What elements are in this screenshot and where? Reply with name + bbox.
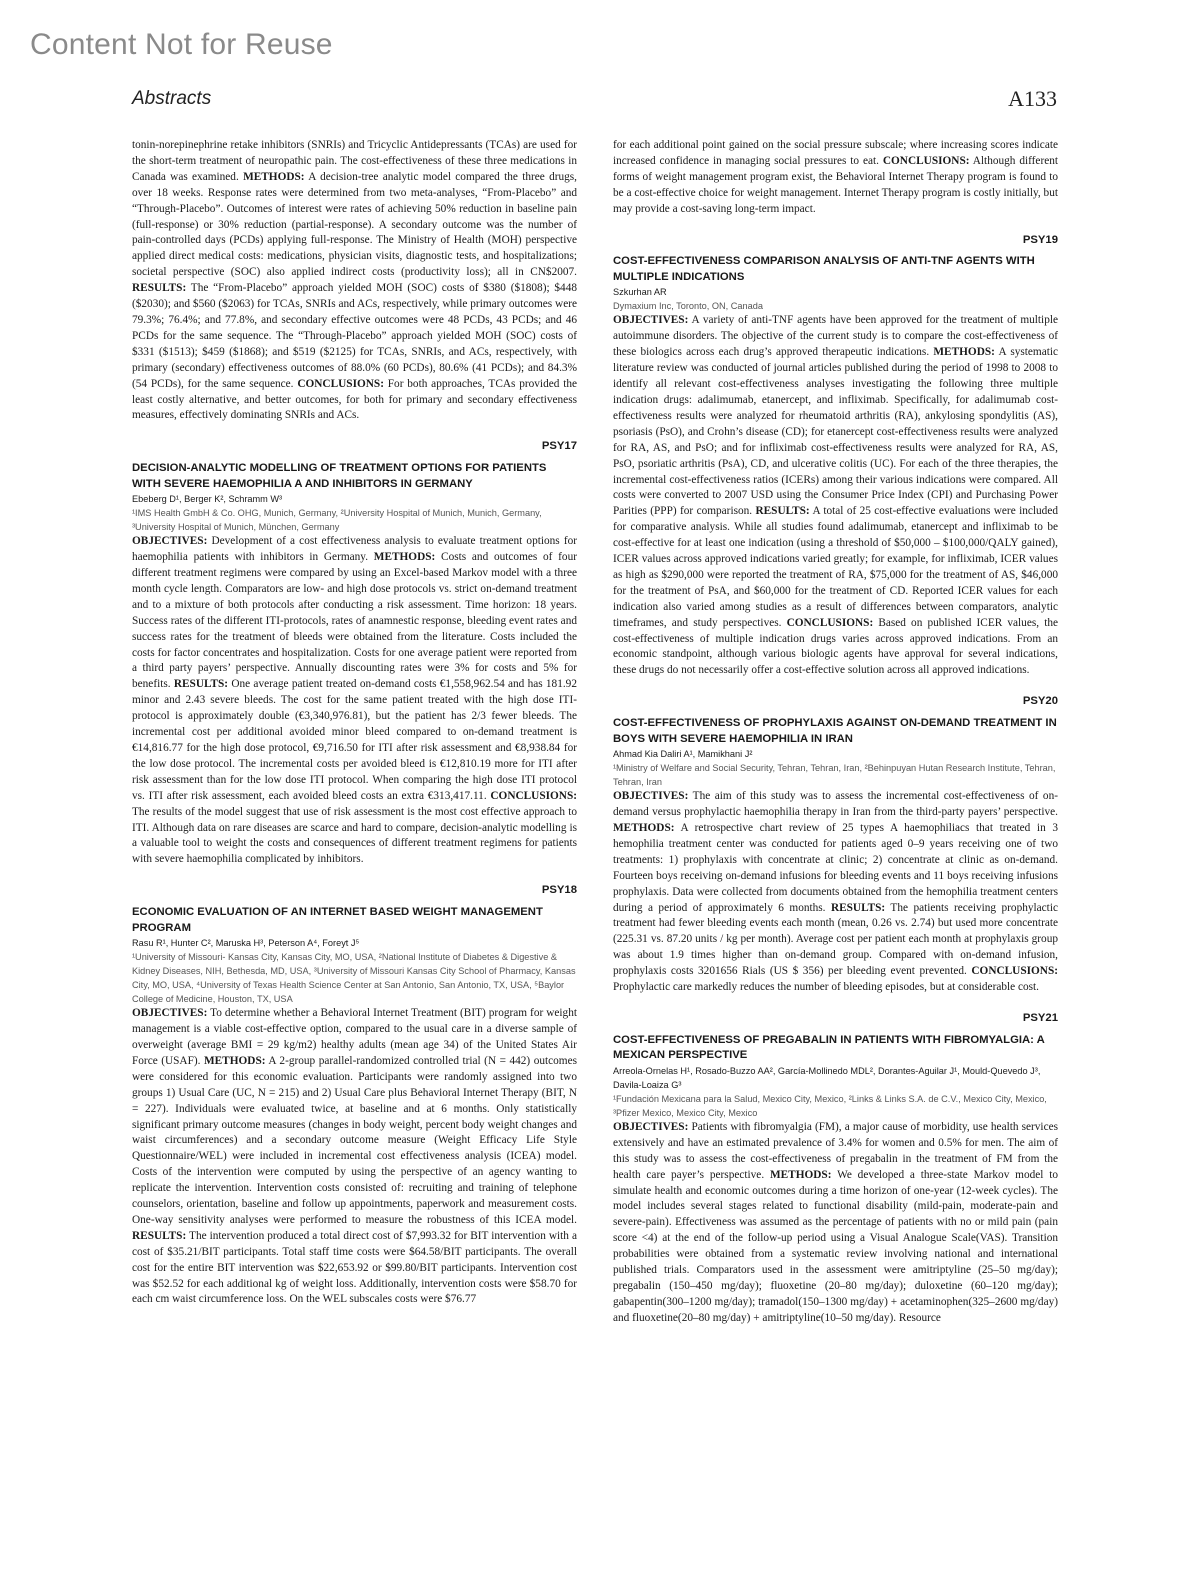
abstract-continuation-text: for each additional point gained on the social pressure subscale; where increasing scores indicate increased confidence in managing social pressures to eat. CONCLUSIONS: Although different forms of weight management program exist, the Behavioral Internet Therapy program is found to be a cost-effective choice for weight management. Internet Therapy program is costly initially, but may provide a cost-saving long-term impact. [613, 139, 1059, 215]
abstract-id: PSY20 [1022, 695, 1058, 708]
watermark-text: Content Not for Reuse [30, 28, 333, 61]
abstract-continuation-text: tonin-norepinephrine retake inhibitors (SNRIs) and Tricyclic Antidepressants (TCAs) are used for the short-term treatment of neuropathic pain. The cost-effectiveness of these three medications in Canada was examined. METHODS: A decision-tree analytic model compared the three drugs, over 18 weeks. Response rates were determined from two meta-analyses, “From-Placebo” and “Through-Placebo”. Outcomes of interest were rates of achieving 50% reduction in baseline pain (full-response) or 30% reduction (partial-response). A secondary outcome was the number of pain-controlled days (PCDs) applying full-response. The Ministry of Health (MOH) perspective applied direct medical costs: medications, physician visits, diagnostic tests, and hospitalizations; societal perspective (SOC) also applied indirect costs (productivity loss); all in CN$2007. RESULTS: The “From-Placebo” approach yielded MOH (SOC) costs of $380 ($1808); $448 ($2030); and $560 ($2063) for TCAs, SNRIs and ACs, respectively, while primary outcomes were 79.3%; 76.4%; and 77.8%, and secondary effective outcomes were 48 PCDs, 43 PCDs; and 46 PCDs for the same sequence. The “Through-Placebo” approach yielded MOH (SOC) costs of $331 ($1513); $459 ($1868); and $519 ($2125) for TCAs, SNRIs, and ACs, respectively, with primary (secondary) effectiveness outcomes of 88.0% (60 PCDs), 80.6% (41 PCDs); and 84.3% (54 PCDs), for the same sequence. CONCLUSIONS: For both approaches, TCAs provided the least costly alternative, and better outcomes, for both for primary and secondary effectiveness measures, effectively dominating SNRIs and ACs. [132, 139, 577, 422]
abstract-title: COST-EFFECTIVENESS OF PROPHYLAXIS AGAINST ON-DEMAND TREATMENT IN BOYS WITH SEVERE HAEMOPHILIA IN IRAN [613, 717, 1057, 745]
abstract-id: PSY17 [541, 440, 577, 453]
abstract-psy19 [613, 233, 1058, 680]
abstract-authors: Rasu R¹, Hunter C², Maruska H³, Peterson A⁴, Foreyt J⁵ [132, 938, 360, 949]
abstract-title: COST-EFFECTIVENESS OF PREGABALIN IN PATIENTS WITH FIBROMYALGIA: A MEXICAN PERSPECTIVE [613, 1033, 1045, 1062]
abstract-psy20 [613, 694, 1058, 996]
abstract-affiliations: ¹University of Missouri- Kansas City, Kansas City, MO, USA, ²National Institute of Diabetes & Digestive & Kidney Diseases, NIH, Bethesda, MD, USA, ³University of Missouri Kansas City School of Pharmacy, Kansas City, MO, USA, ⁴University of Texas Health Science Center at San Antonio, San Antonio, TX, USA, ⁵Baylor College of Medicine, Houston, TX, USA [132, 952, 576, 1005]
abstract-affiliations: ¹Fundación Mexicana para la Salud, Mexico City, Mexico, ²Links & Links S.A. de C.V., Mexico City, Mexico, ³Pfizer Mexico, Mexico City, Mexico [613, 1093, 1047, 1118]
left-column [132, 138, 577, 1308]
abstract-body: OBJECTIVES: Development of a cost effectiveness analysis to evaluate treatment options for haemophilia patients with inhibitors in Germany. METHODS: Costs and outcomes of four different treatment regimens were compared by using an Excel-based Markov model with a three month cycle length. Comparators are low- and high dose protocols vs. strict on-demand treatment and to a mixture of both protocols after conducting a risk assessment. Time horizon: 18 years. Success rates of the different ITI-protocols, rates of anamnestic response, bleeding event rates and success rates for the treatment of bleeds were obtained from the literature. Costs included the costs for factor concentrates and hospitalization. Costs for one average patient were reported from a third party payers’ perspective. Annually discounting rates were 3% for costs and 5% for benefits. RESULTS: One average patient treated on-demand costs €1,558,962.54 and has 181.92 minor and 2.43 severe bleeds. The cost for the same patient treated with the high dose ITI-protocol is approximately double (€3,340,976.81), but the patient has 2/3 fewer bleeds. The incremental cost per additional avoided minor bleed compared to on-demand treatment is €14,816.77 for the high dose protocol, €9,716.50 for ITI after risk assessment and €8,938.84 for the low dose protocol. The incremental costs per avoided bleed is €12,810.19 more for ITI after risk assessment than for the low dose ITI protocol. When comparing the high dose ITI protocol vs. ITI after risk assessment, each avoided bleed costs an extra €313,417.11. CONCLUSIONS: The results of the model suggest that use of risk assessment is the most cost effective approach to ITI. Although data on rare diseases are scarce and hard to compare, decision-analytic modelling is a valuable tool to weight the costs and consequences of different treatment regimens for patients with severe haemophilia complicated by inhibitors. [132, 535, 577, 866]
right-column [613, 138, 1058, 1327]
abstract-body: OBJECTIVES: The aim of this study was to assess the incremental cost-effectiveness of on-demand versus prophylactic haemophilia therapy in Iran from the third-party payers’ perspective. METHODS: A retrospective chart review of 25 types A haemophiliacs that treated in 3 hemophilia treatment center was conducted for patients aged 0–9 years receiving one of two treatments: 1) prophylaxis with concentrate at clinic; 2) concentrate at clinic as on-demand. Fourteen boys receiving on-demand infusions for bleeding events and 11 boys receiving infusions prophylaxis. Data were collected from documents obtained from the hemophilia treatment centers during a period of approximately 6 months. RESULTS: The patients receiving prophylactic treatment had fewer bleeding events each month (mean, 0.26 vs. 2.74) but used more concentrate (225.31 vs. 87.20 units / kg per month). Average cost per patient each month at prophylaxis group was about 1.9 times higher than on-demand group. Compared with on-demand infusion, prophylaxis costs 3201656 Rials (US $ 356) per bleeding event prevented. CONCLUSIONS: Prophylactic care markedly reduces the number of bleeding episodes, but at considerable cost. [613, 790, 1058, 994]
abstract-psy18 [132, 883, 577, 1308]
abstract-id: PSY18 [541, 884, 577, 897]
abstract-psy21 [613, 1011, 1058, 1327]
abstract-id: PSY19 [1022, 233, 1058, 246]
abstract-authors: Ahmad Kia Daliri A¹, Mamikhani J² [613, 749, 753, 760]
abstract-id: PSY21 [1022, 1011, 1058, 1024]
abstract-authors: Arreola-Ornelas H¹, Rosado-Buzzo AA², García-Mollinedo MDL², Dorantes-Aguilar J¹, Mould-Quevedo J³, Davila-Loaiza G³ [613, 1065, 1041, 1090]
abstract-affiliations: ¹IMS Health GmbH & Co. OHG, Munich, Germany, ²University Hospital of Munich, Munich, Germany, ³University Hospital of Munich, München, Germany [132, 508, 542, 533]
abstract-title: DECISION-ANALYTIC MODELLING OF TREATMENT OPTIONS FOR PATIENTS WITH SEVERE HAEMOPHILIA A AND INHIBITORS IN GERMANY [132, 462, 547, 490]
running-head: Abstracts [132, 88, 212, 109]
abstract-title: ECONOMIC EVALUATION OF AN INTERNET BASED WEIGHT MANAGEMENT PROGRAM [132, 906, 543, 934]
abstract-title: COST-EFFECTIVENESS COMPARISON ANALYSIS OF ANTI-TNF AGENTS WITH MULTIPLE INDICATIONS [613, 255, 1035, 283]
abstract-authors: Ebeberg D¹, Berger K², Schramm W³ [132, 494, 283, 505]
abstract-affiliations: Dymaxium Inc, Toronto, ON, Canada [613, 301, 763, 312]
abstract-body: OBJECTIVES: Patients with fibromyalgia (FM), a major cause of morbidity, use health services extensively and have an estimated prevalence of 3.4% for women and 0.5% for men. The aim of this study was to assess the cost-effectiveness of pregabalin in the treatment of FM from the health care payer’s perspective. METHODS: We developed a three-state Markov model to simulate health and economic outcomes during a time horizon of one-year (12-week cycles). The model includes several stages related to functional disability (mild-pain, moderate-pain and severe-pain). Effectiveness was assumed as the percentage of patients with no or mild pain (pain score <4) at the end of the follow-up period using a Visual Analogue Scale(VAS). Transition probabilities were obtained from a systematic review involving national and international published trials. Comparators used in the assessment were amitriptyline (25–50 mg/day); pregabalin (150–450 mg/day); fluoxetine (20–80 mg/day); duloxetine (60–120 mg/day); gabapentin(300–1200 mg/day); tramadol(150–1300 mg/day) + acetaminophen(325–2600 mg/day) and fluoxetine(20–80 mg/day) + amitriptyline(10–50 mg/day). Resource [613, 1120, 1059, 1324]
abstract-body: OBJECTIVES: To determine whether a Behavioral Internet Treatment (BIT) program for weight management is a viable cost-effective option, compared to the usual care in a diverse sample of overweight (average BMI = 29 kg/m2) healthy adults (mean age 34) of the United States Air Force (USAF). METHODS: A 2-group parallel-randomized controlled trial (N = 442) outcomes were considered for this economic evaluation. Participants were randomly assigned into two groups 1) Usual Care (UC, N = 215) and 2) Usual Care plus Behavioral Internet Therapy (BIT, N = 227). Individuals were evaluated twice, at baseline and at 6 months. Only statistically significant primary outcome measures (changes in body weight, percent body weight changes and waist circumferences) and a secondary outcome measure (Weight Efficacy Life Style Questionnaire/WEL) were included in incremental cost effectiveness analysis (ICEA) model. Costs of the intervention were computed by using the perspective of an agency wanting to replicate the intervention. Intervention costs consisted of: recruiting and training of telephone counselors, orientation, baseline and follow up appointments, paperwork and measurement costs. One-way sensitivity analyses were performed to measure the robustness of this ICEA model. RESULTS: The intervention produced a total direct cost of $7,993.32 for BIT intervention with a cost of $35.21/BIT participants. Total staff time costs were $64.58/BIT participants. The overall cost for the entire BIT intervention was $22,653.92 or $99.80/BIT participants. Intervention cost was $52.52 for each additional kg of weight loss. Additionally, intervention costs were $58.70 for each cm waist circumference loss. On the WEL subscales costs were $76.77 [132, 1007, 577, 1306]
abstract-affiliations: ¹Ministry of Welfare and Social Security, Tehran, Tehran, Iran, ²Behinpuyan Hutan Research Institute, Tehran, Tehran, Iran [613, 763, 1056, 788]
abstract-body: OBJECTIVES: A variety of anti-TNF agents have been approved for the treatment of multiple autoimmune disorders. The objective of the current study is to compare the cost-effectiveness of these biologics across each drug’s approved therapeutic indications. METHODS: A systematic literature review was conducted of journal articles published during the period of 1998 to 2008 to identify all relevant cost-effectiveness analyses investigating the following three multiple indication drugs: adalimumab, etanercept, and infliximab. Specifically, for adalimumab cost-effectiveness results were analyzed for rheumatoid arthritis (RA), ankylosing spondylitis (AS), psoriasis (PsO), and Crohn’s disease (CD); for etanercept cost-effectiveness results were analyzed for RA, AS, and PsO; and for infliximab cost-effectiveness results were analyzed for RA, AS, PsO, psoriatic arthritis (PsA), CD, and ulcerative colitis (UC). For each of the three therapies, the incremental cost-effectiveness ratios (ICERs) among their various indications were compared. All costs were converted to 2007 USD using the Consumer Price Index (CPI) and Purchasing Power Parities (PPP) for comparison. RESULTS: A total of 25 cost-effective evaluations were included for comparative analysis. While all studies found adalimumab, etanercept and infliximab to be cost-effective for at least one indication (using a threshold of $50,000 – $100,000/QALY gained), ICER values across approved indications varied greatly; for example, for infliximab, ICER values as high as $290,000 were reported the treatment of RA, $75,000 for the treatment of AS, $46,000 for the treatment of PsA, and $60,000 for the treatment of CD. Reported ICER values for each indication also varied among studies as a result of differences between comparators, analytic timeframes, and study perspectives. CONCLUSIONS: Based on published ICER values, the cost-effectiveness of multiple indication drugs varies across approved indications. From an economic standpoint, although various biologic agents have approval for several indications, these drugs do not necessarily offer a cost-effective solution across all approved indications. [613, 314, 1058, 677]
page-number: A133 [1008, 86, 1057, 111]
abstract-psy17 [132, 439, 577, 868]
abstract-authors: Szkurhan AR [613, 287, 667, 298]
